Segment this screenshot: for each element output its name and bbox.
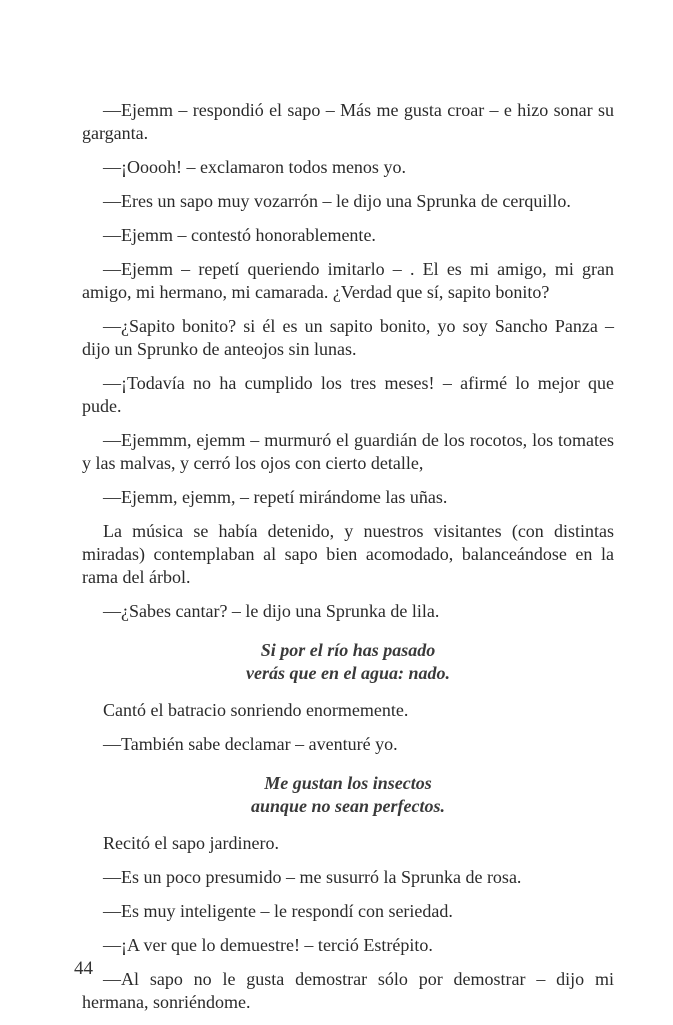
paragraph: —¿Sapito bonito? si él es un sapito bonito, yo soy Sancho Panza – dijo un Sprunko de anteojos sin lunas. [82,316,614,359]
paragraph: —Eres un sapo muy vozarrón – le dijo una Sprunka de cerquillo. [103,191,571,211]
paragraph: —Ejemmm, ejemm – murmuró el guardián de los rocotos, los tomates y las malvas, y cerró los ojos con cierto detalle, [82,430,614,473]
verse-line: aunque no sean perfectos. [250,796,445,816]
paragraph: —¿Sabes cantar? – le dijo una Sprunka de lila. [103,601,440,621]
paragraph: —Ejemm, ejemm, – repetí mirándome las uñas. [103,487,448,507]
paragraph: —¡Ooooh! – exclamaron todos menos yo. [103,157,406,177]
body-text [82,99,614,1025]
verse-stanza [82,772,614,818]
page-number: 44 [74,958,93,979]
paragraph: La música se había detenido, y nuestros visitantes (con distintas miradas) contemplaban al sapo bien acomodado, balanceándose en la rama del árbol. [82,521,614,587]
verse-line: Si por el río has pasado [260,640,436,660]
paragraph: —Ejemm – respondió el sapo – Más me gusta croar – e hizo sonar su garganta. [82,100,614,143]
paragraph: —¡Todavía no ha cumplido los tres meses! – afirmé lo mejor que pude. [82,373,614,416]
verse-stanza [82,639,614,685]
paragraph: Recitó el sapo jardinero. [103,833,279,853]
paragraph: Cantó el batracio sonriendo enormemente. [103,700,409,720]
verse-line: Me gustan los insectos [264,773,432,793]
paragraph: —Es muy inteligente – le respondí con seriedad. [103,901,453,921]
paragraph: —Es un poco presumido – me susurró la Sprunka de rosa. [103,867,522,887]
paragraph: —Al sapo no le gusta demostrar sólo por demostrar – dijo mi hermana, sonriéndome. [82,969,614,1012]
verse-line: verás que en el agua: nado. [246,663,450,683]
paragraph: —¡A ver que lo demuestre! – terció Estrépito. [103,935,433,955]
paragraph: —También sabe declamar – aventuré yo. [103,734,398,754]
paragraph: —Ejemm – contestó honorablemente. [103,225,376,245]
paragraph: —Ejemm – repetí queriendo imitarlo – . El es mi amigo, mi gran amigo, mi hermano, mi camarada. ¿Verdad que sí, sapito bonito? [82,259,614,302]
